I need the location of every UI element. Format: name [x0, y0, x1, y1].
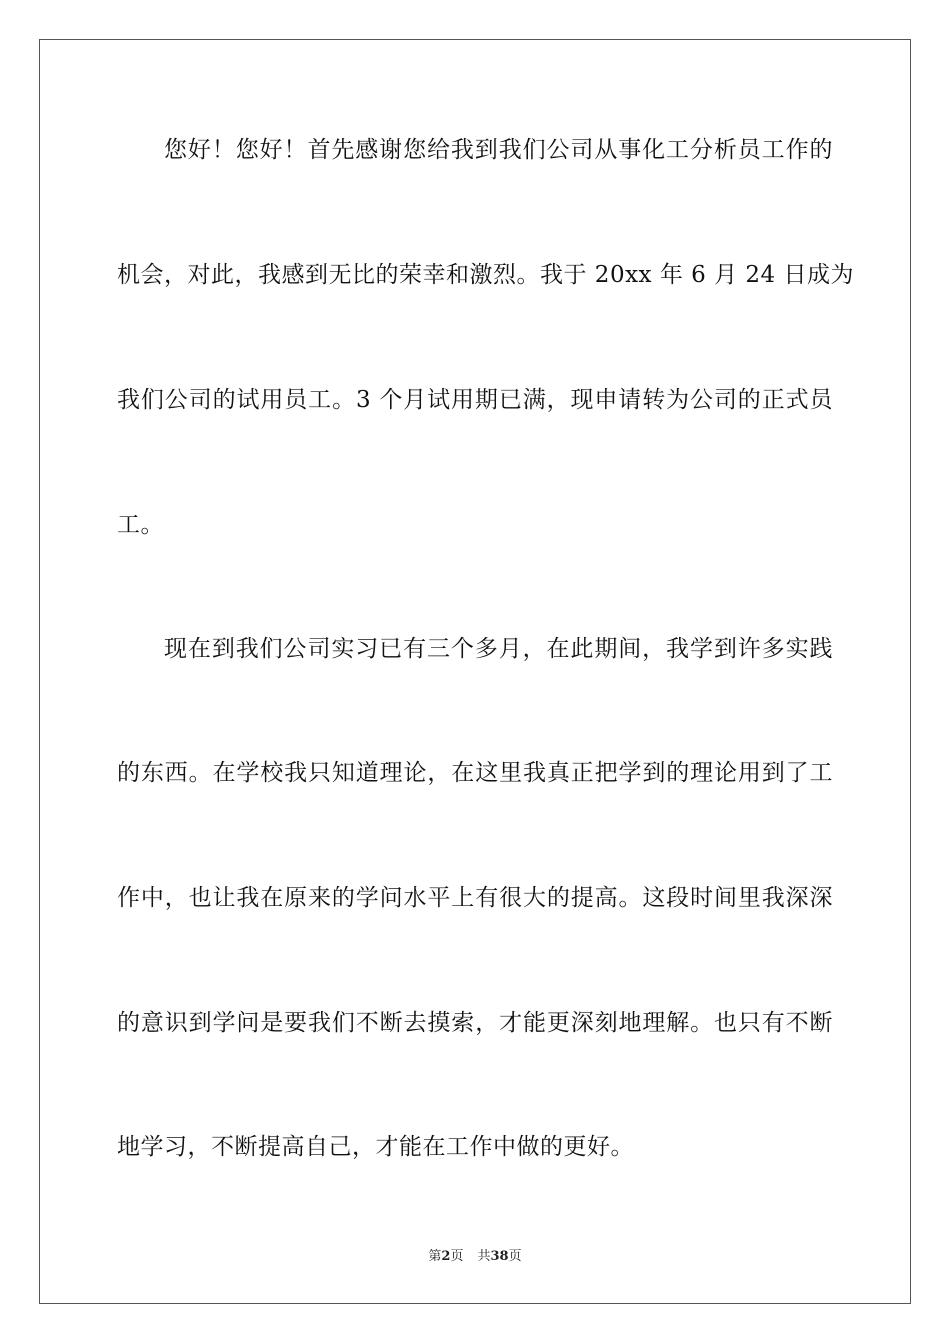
- paragraph-1-line-4: 工。: [117, 512, 164, 538]
- paragraph-2-line-4: 的意识到学问是要我们不断去摸索，才能更深刻地理解。也只有不断: [117, 1010, 833, 1036]
- paragraph-2-line-5: 地学习，不断提高自己，才能在工作中做的更好。: [117, 1134, 634, 1160]
- paragraph-2-line-2: 的东西。在学校我只知道理论，在这里我真正把学到的理论用到了工: [117, 760, 833, 786]
- paragraph-2-line-1: 现在到我们公司实习已有三个多月，在此期间，我学到许多实践: [164, 636, 833, 662]
- paragraph-2-line-3: 作中，也让我在原来的学问水平上有很大的提高。这段时间里我深深: [117, 885, 833, 911]
- footer-total-suffix: 页: [508, 1249, 522, 1264]
- footer-page-prefix: 第: [428, 1249, 442, 1264]
- footer-page-suffix: 页: [450, 1249, 464, 1264]
- page-border: [39, 39, 911, 1304]
- paragraph-1-line-1: 您好！您好！首先感谢您给我到我们公司从事化工分析员工作的: [164, 137, 833, 163]
- paragraph-1-line-3: 我们公司的试用员工。3 个月试用期已满，现申请转为公司的正式员: [117, 387, 833, 413]
- footer-page-number: 2: [441, 1249, 451, 1264]
- paragraph-1-line-2: 机会，对此，我感到无比的荣幸和激烈。我于 20xx 年 6 月 24 日成为: [117, 262, 854, 288]
- footer-total-prefix: 共: [477, 1249, 491, 1264]
- footer-total-pages: 38: [490, 1249, 509, 1264]
- page-footer: [0, 1248, 950, 1266]
